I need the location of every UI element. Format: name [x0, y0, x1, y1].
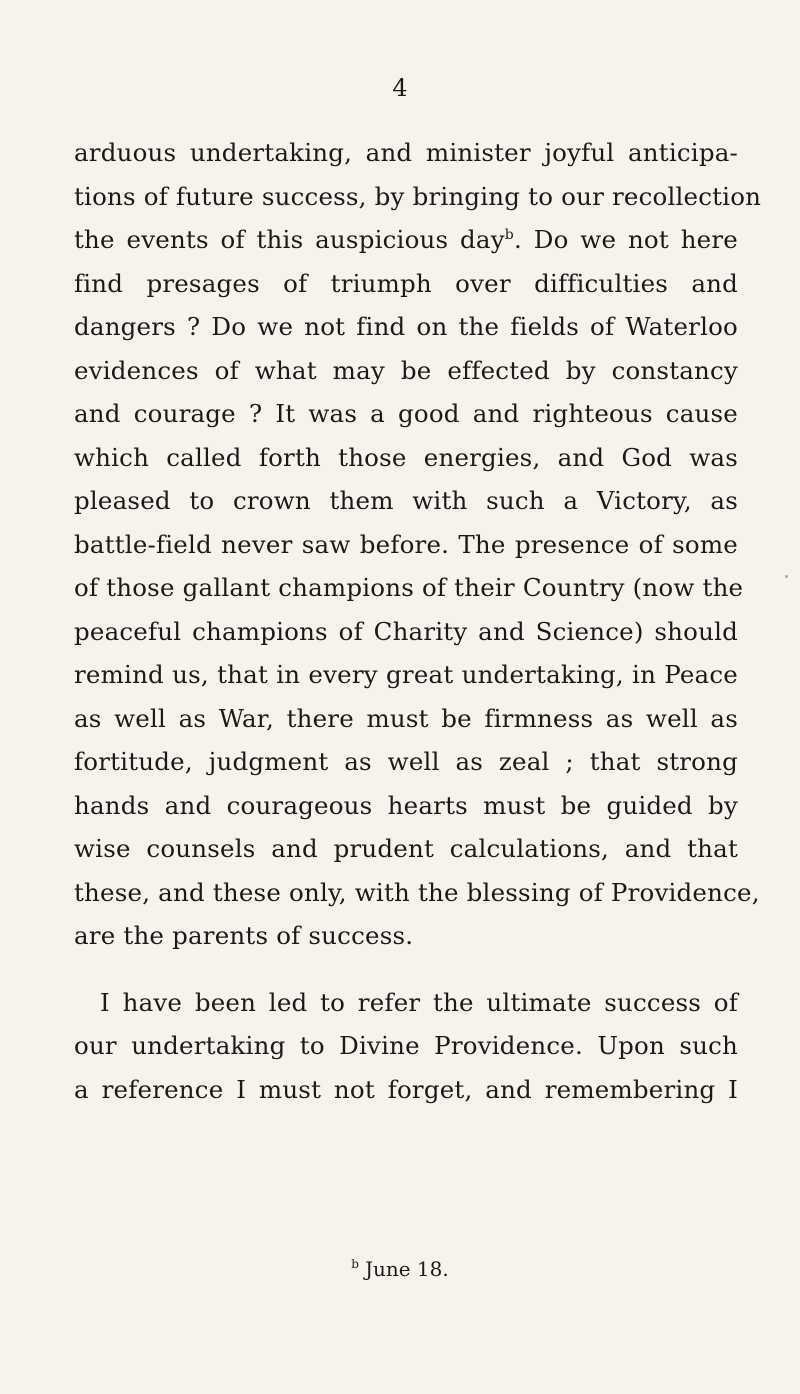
paragraph-gap	[74, 958, 738, 981]
text-line: pleased to crown them with such a Victory, as	[74, 486, 738, 515]
text-line-tail: . Do we not here	[513, 225, 738, 254]
body-text	[74, 131, 762, 1111]
text-line: as well as War, there must be firmness as well as	[74, 703, 738, 733]
page-number: 4	[392, 74, 408, 102]
text-line: I have been led to refer the ultimate success of	[100, 987, 738, 1017]
text-line: wise counsels and prudent calculations, and that	[74, 834, 738, 863]
text-line: tions of future success, by bringing to our recollection	[74, 181, 762, 211]
text-line: arduous undertaking, and minister joyful anticipa-	[74, 138, 738, 167]
text-line: peaceful champions of Charity and Science) should	[74, 616, 738, 646]
text-line: our undertaking to Divine Providence. Upon such	[74, 1031, 738, 1060]
text-line: fortitude, judgment as well as zeal ; that strong	[74, 747, 738, 776]
text-line: hands and courageous hearts must be guided by	[74, 790, 738, 820]
text-line: these, and these only, with the blessing of Providence,	[74, 877, 760, 907]
text-line: battle-field never saw before. The presence of some	[74, 529, 738, 559]
text-line: of those gallant champions of their Country (now the	[74, 573, 744, 602]
footnote	[0, 1256, 800, 1282]
text-line: are the parents of success.	[74, 921, 414, 950]
text-line: and courage ? It was a good and righteous cause	[74, 399, 738, 428]
footnote-marker: b	[351, 1257, 359, 1271]
footnote-reference: b	[504, 227, 514, 243]
text-line: remind us, that in every great undertaking, in Peace	[74, 660, 738, 689]
text-line	[74, 218, 738, 262]
footnote-text: June 18.	[364, 1257, 449, 1281]
text-line: find presages of triumph over difficulties and	[74, 268, 738, 298]
text-line: which called forth those energies, and God was	[74, 442, 738, 472]
text-line: a reference I must not forget, and remembering I	[74, 1074, 738, 1104]
text-line: dangers ? Do we not find on the fields of Waterloo	[74, 312, 738, 341]
text-line-head: the events of this auspicious day	[74, 225, 505, 254]
paper-speck	[785, 575, 788, 578]
text-line: evidences of what may be effected by constancy	[74, 355, 738, 385]
